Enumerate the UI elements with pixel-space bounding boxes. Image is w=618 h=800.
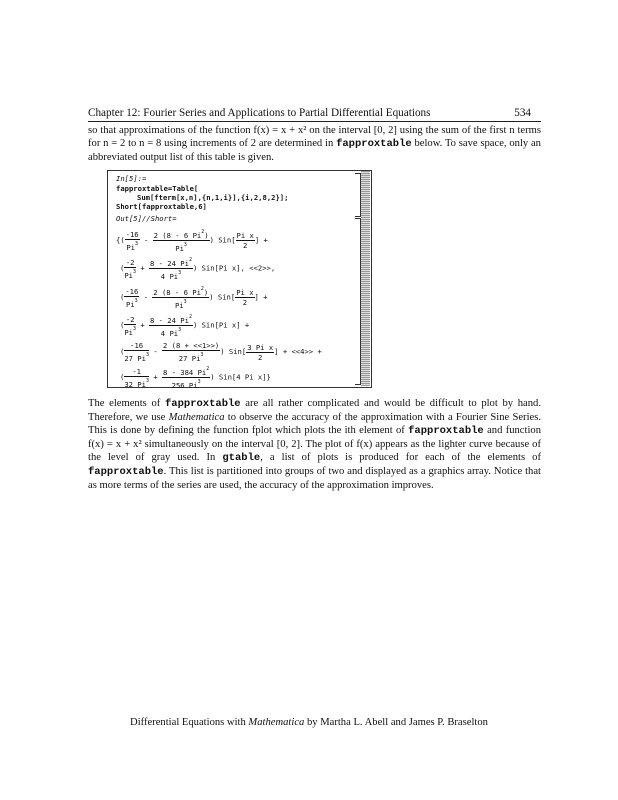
code-fapproxtable: fapproxtable [336, 138, 412, 150]
output-label: Out[5]//Short= [116, 214, 177, 223]
input-line-2[interactable]: Sum[fterm[x,n],{n,1,i}],{i,2,8,2}]; [137, 193, 289, 202]
intro-text-1: so that approximations of the function f(x) = x + x² on the interval [0, 2] using the sum of the first n terms for n = 2 to n = 8 using increments of 2 are determined in [88, 125, 541, 149]
output-line-2: ( $\frac{-2}{Pi^3}$ + $\frac{8 - 24 Pi^2}{4 Pi^3}$ ) Sin[Pi x], <<2>>, [120, 257, 276, 281]
header-rule [88, 121, 541, 122]
input-line-3[interactable]: Short[fapproxtable,6] [116, 202, 207, 211]
intro-text-2: below. To save space, only an abbreviated output list of this table is given. [88, 138, 541, 163]
output-line-4: ( $\frac{-2}{Pi^3}$ + $\frac{8 - 24 Pi^2}{4 Pi^3}$ ) Sin[Pi x] + [120, 314, 250, 338]
output-line-1: {( $\frac{-16}{Pi^3}$ - $\frac{2 (8 - 6 Pi^2)}{Pi^3}$ ) Sin[ $\frac{\text{Pi x}}{2}$ ] + [116, 229, 268, 253]
input-line-1[interactable]: fapproxtable=Table[ [116, 184, 199, 193]
code-gtable: gtable [222, 452, 261, 464]
output-line-5: ( $\frac{-16}{27 Pi^3}$ - $\frac{2 (8 + <<1>>)}{27 Pi^3}$ ) Sin[ $\frac{\text{3 Pi x}}{2}$ ] + <<4>> + [120, 341, 322, 363]
code-fapproxtable: fapproxtable [88, 466, 164, 478]
code-fapproxtable: fapproxtable [164, 398, 241, 410]
code-fapproxtable: fapproxtable [408, 425, 484, 437]
page-number: 534 [514, 107, 531, 119]
input-label: In[5]:= [116, 174, 147, 183]
body-paragraph: The elements of fapproxtable are all rather complicated and would be difficult to plot by hand. Therefore, we use Mathematica to observe the accuracy of the approximation with a Fourier Sine Series. This is done by defining the function fplot which plots the ith element of fapproxtable and function f(x) = x + x² simultaneously on the interval [0, 2]. The plot of f(x) appears as the lighter curve because of the level of gray used. In gtable, a list of plots is produced for each of the elements of fapproxtable. This list is partitioned into groups of two and displayed as a graphics array. Notice that as more terms of the series are used, the accuracy of the approximation improves. [88, 398, 541, 491]
page-footer: Differential Equations with Mathematica by Martha L. Abell and James P. Braselton [130, 717, 488, 728]
output-line-3: ( $\frac{-16}{Pi^3}$ - $\frac{2 (8 - 6 Pi^2)}{Pi^3}$ ) Sin[ $\frac{\text{Pi x}}{2}$ ] + [120, 286, 268, 310]
mathematica-italic: Mathematica [168, 412, 225, 423]
chapter-title: Chapter 12: Fourier Series and Applications to Partial Differential Equations [88, 107, 431, 119]
output-cell-bracket[interactable] [355, 218, 361, 385]
notebook-scrollbar[interactable] [361, 171, 370, 386]
intro-paragraph [88, 124, 541, 164]
input-cell-bracket[interactable] [355, 173, 361, 217]
output-line-6: ( $\frac{-1}{32 Pi^3}$ + $\frac{8 - 384 Pi^2}{256 Pi^3}$ ) Sin[4 Pi x]} [120, 366, 271, 390]
